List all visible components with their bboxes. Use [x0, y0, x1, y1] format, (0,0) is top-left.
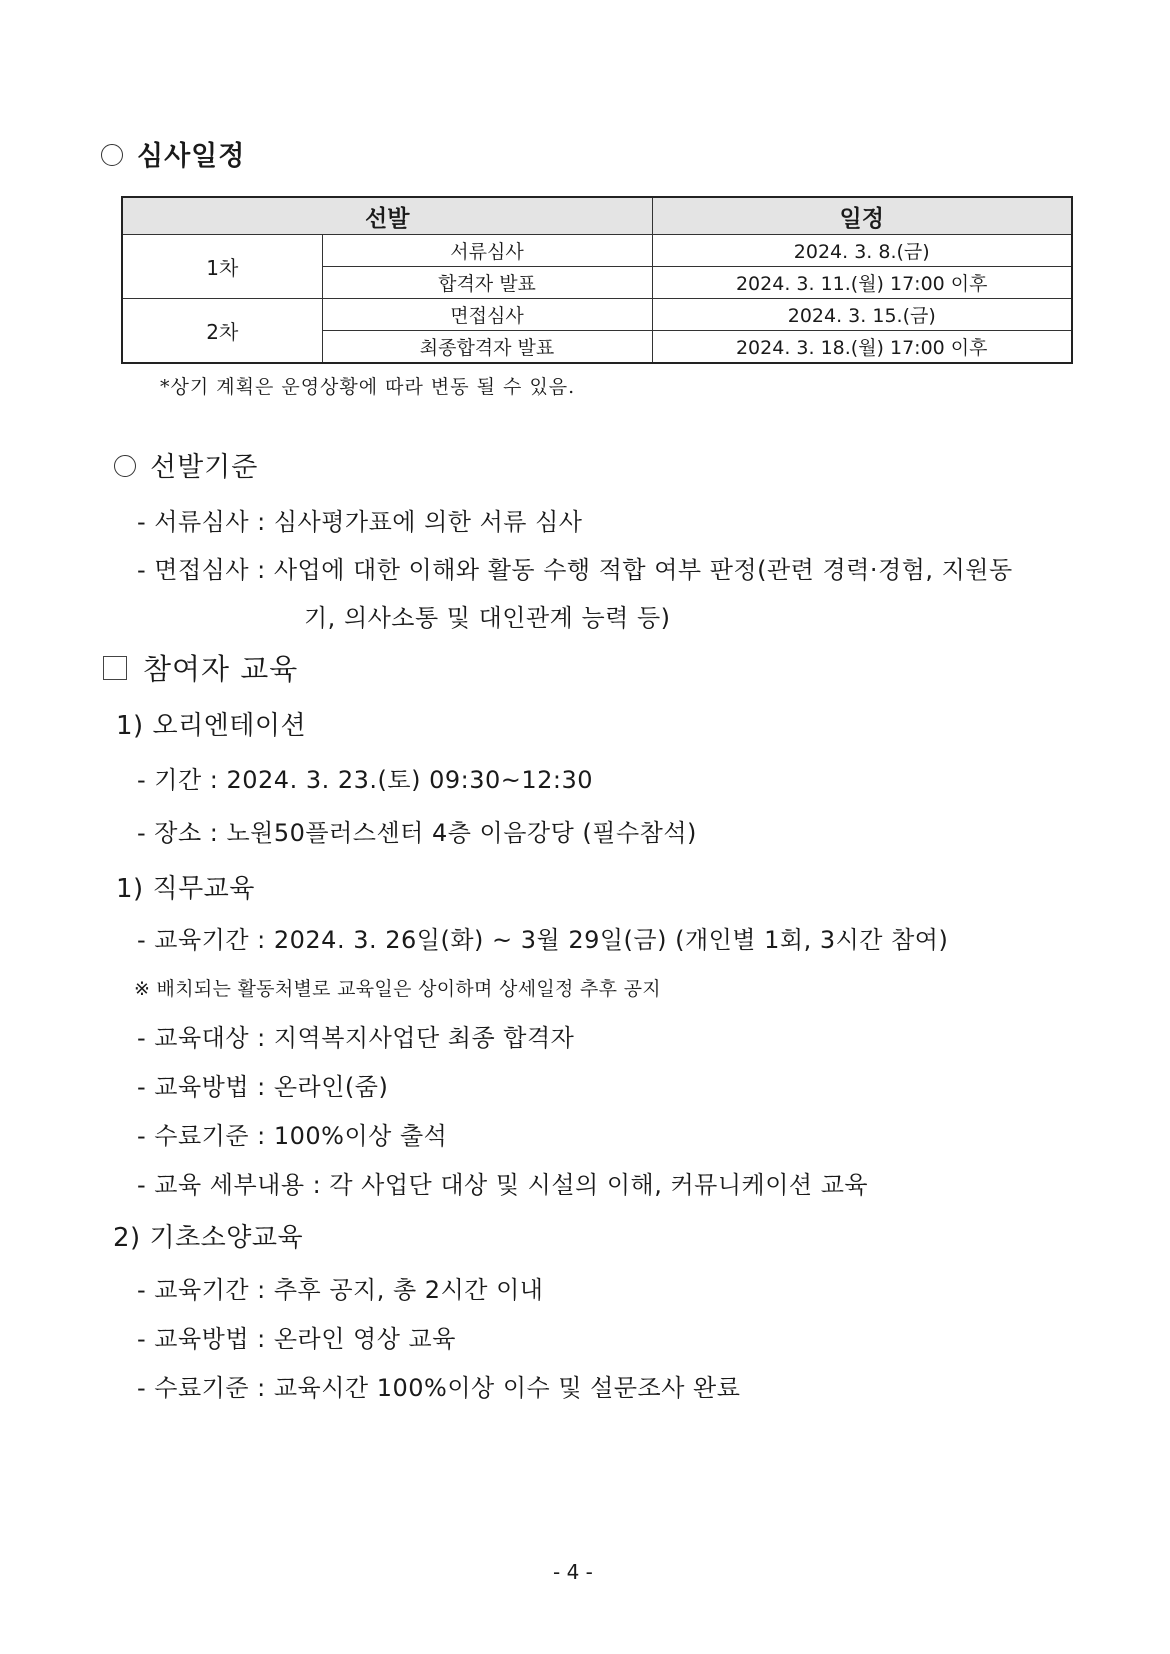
subsection-heading: 2) 기초소양교육	[113, 1223, 304, 1253]
criteria-item	[137, 550, 1013, 585]
circle-bullet-icon	[114, 455, 136, 477]
schedule-table	[121, 196, 1073, 364]
subsection-heading: 1) 직무교육	[116, 874, 255, 904]
table-row	[122, 299, 1072, 331]
date-cell: 2024. 3. 11.(월) 17:00 이후	[652, 267, 1072, 299]
criteria-section-heading	[114, 445, 258, 484]
list-item: - 교육기간 : 추후 공지, 총 2시간 이내	[137, 1276, 544, 1304]
step-cell: 면접심사	[322, 299, 652, 331]
round-cell: 1차	[122, 235, 322, 299]
criteria-continuation: 기, 의사소통 및 대인관계 능력 등)	[304, 604, 671, 632]
square-bullet-icon	[103, 656, 127, 680]
step-cell: 합격자 발표	[322, 267, 652, 299]
list-item: - 수료기준 : 교육시간 100%이상 이수 및 설문조사 완료	[137, 1374, 741, 1402]
list-item: - 교육방법 : 온라인(줌)	[137, 1073, 389, 1101]
header-selection: 선발	[122, 197, 652, 235]
page-number: - 4 -	[553, 1560, 593, 1584]
criteria-title: 선발기준	[150, 452, 259, 483]
training-title: 참여자 교육	[143, 652, 299, 686]
circle-bullet-icon	[101, 144, 123, 166]
schedule-title: 심사일정	[137, 141, 246, 172]
header-schedule: 일정	[652, 197, 1072, 235]
criteria-text: 심사평가표에 의한 서류 심사	[273, 508, 583, 536]
date-cell: 2024. 3. 8.(금)	[652, 235, 1072, 267]
training-section-heading	[103, 647, 298, 688]
list-item: - 교육대상 : 지역복지사업단 최종 합격자	[137, 1024, 575, 1052]
date-cell: 2024. 3. 18.(월) 17:00 이후	[652, 331, 1072, 364]
table-header-row	[122, 197, 1072, 235]
step-cell: 최종합격자 발표	[322, 331, 652, 364]
criteria-label: - 서류심사 :	[137, 508, 274, 536]
criteria-text: 사업에 대한 이해와 활동 수행 적합 여부 판정(관련 경력·경험, 지원동	[273, 556, 1013, 584]
schedule-section-heading	[101, 134, 245, 173]
subsection-heading: 1) 오리엔테이션	[116, 711, 307, 741]
training-note: ※ 배치되는 활동처별로 교육일은 상이하며 상세일정 추후 공지	[134, 978, 661, 1000]
list-item: - 기간 : 2024. 3. 23.(토) 09:30~12:30	[137, 766, 594, 794]
schedule-footnote: *상기 계획은 운영상황에 따라 변동 될 수 있음.	[160, 376, 576, 398]
list-item: - 장소 : 노원50플러스센터 4층 이음강당 (필수참석)	[137, 819, 697, 847]
list-item: - 교육방법 : 온라인 영상 교육	[137, 1325, 456, 1353]
list-item: - 수료기준 : 100%이상 출석	[137, 1122, 448, 1150]
criteria-label: - 면접심사 :	[137, 556, 274, 584]
round-cell: 2차	[122, 299, 322, 364]
table-row	[122, 235, 1072, 267]
list-item: - 교육 세부내용 : 각 사업단 대상 및 시설의 이해, 커뮤니케이션 교육	[137, 1171, 869, 1199]
step-cell: 서류심사	[322, 235, 652, 267]
date-cell: 2024. 3. 15.(금)	[652, 299, 1072, 331]
list-item: - 교육기간 : 2024. 3. 26일(화) ~ 3월 29일(금) (개인별 1회, 3시간 참여)	[137, 926, 949, 954]
criteria-item	[137, 502, 582, 537]
